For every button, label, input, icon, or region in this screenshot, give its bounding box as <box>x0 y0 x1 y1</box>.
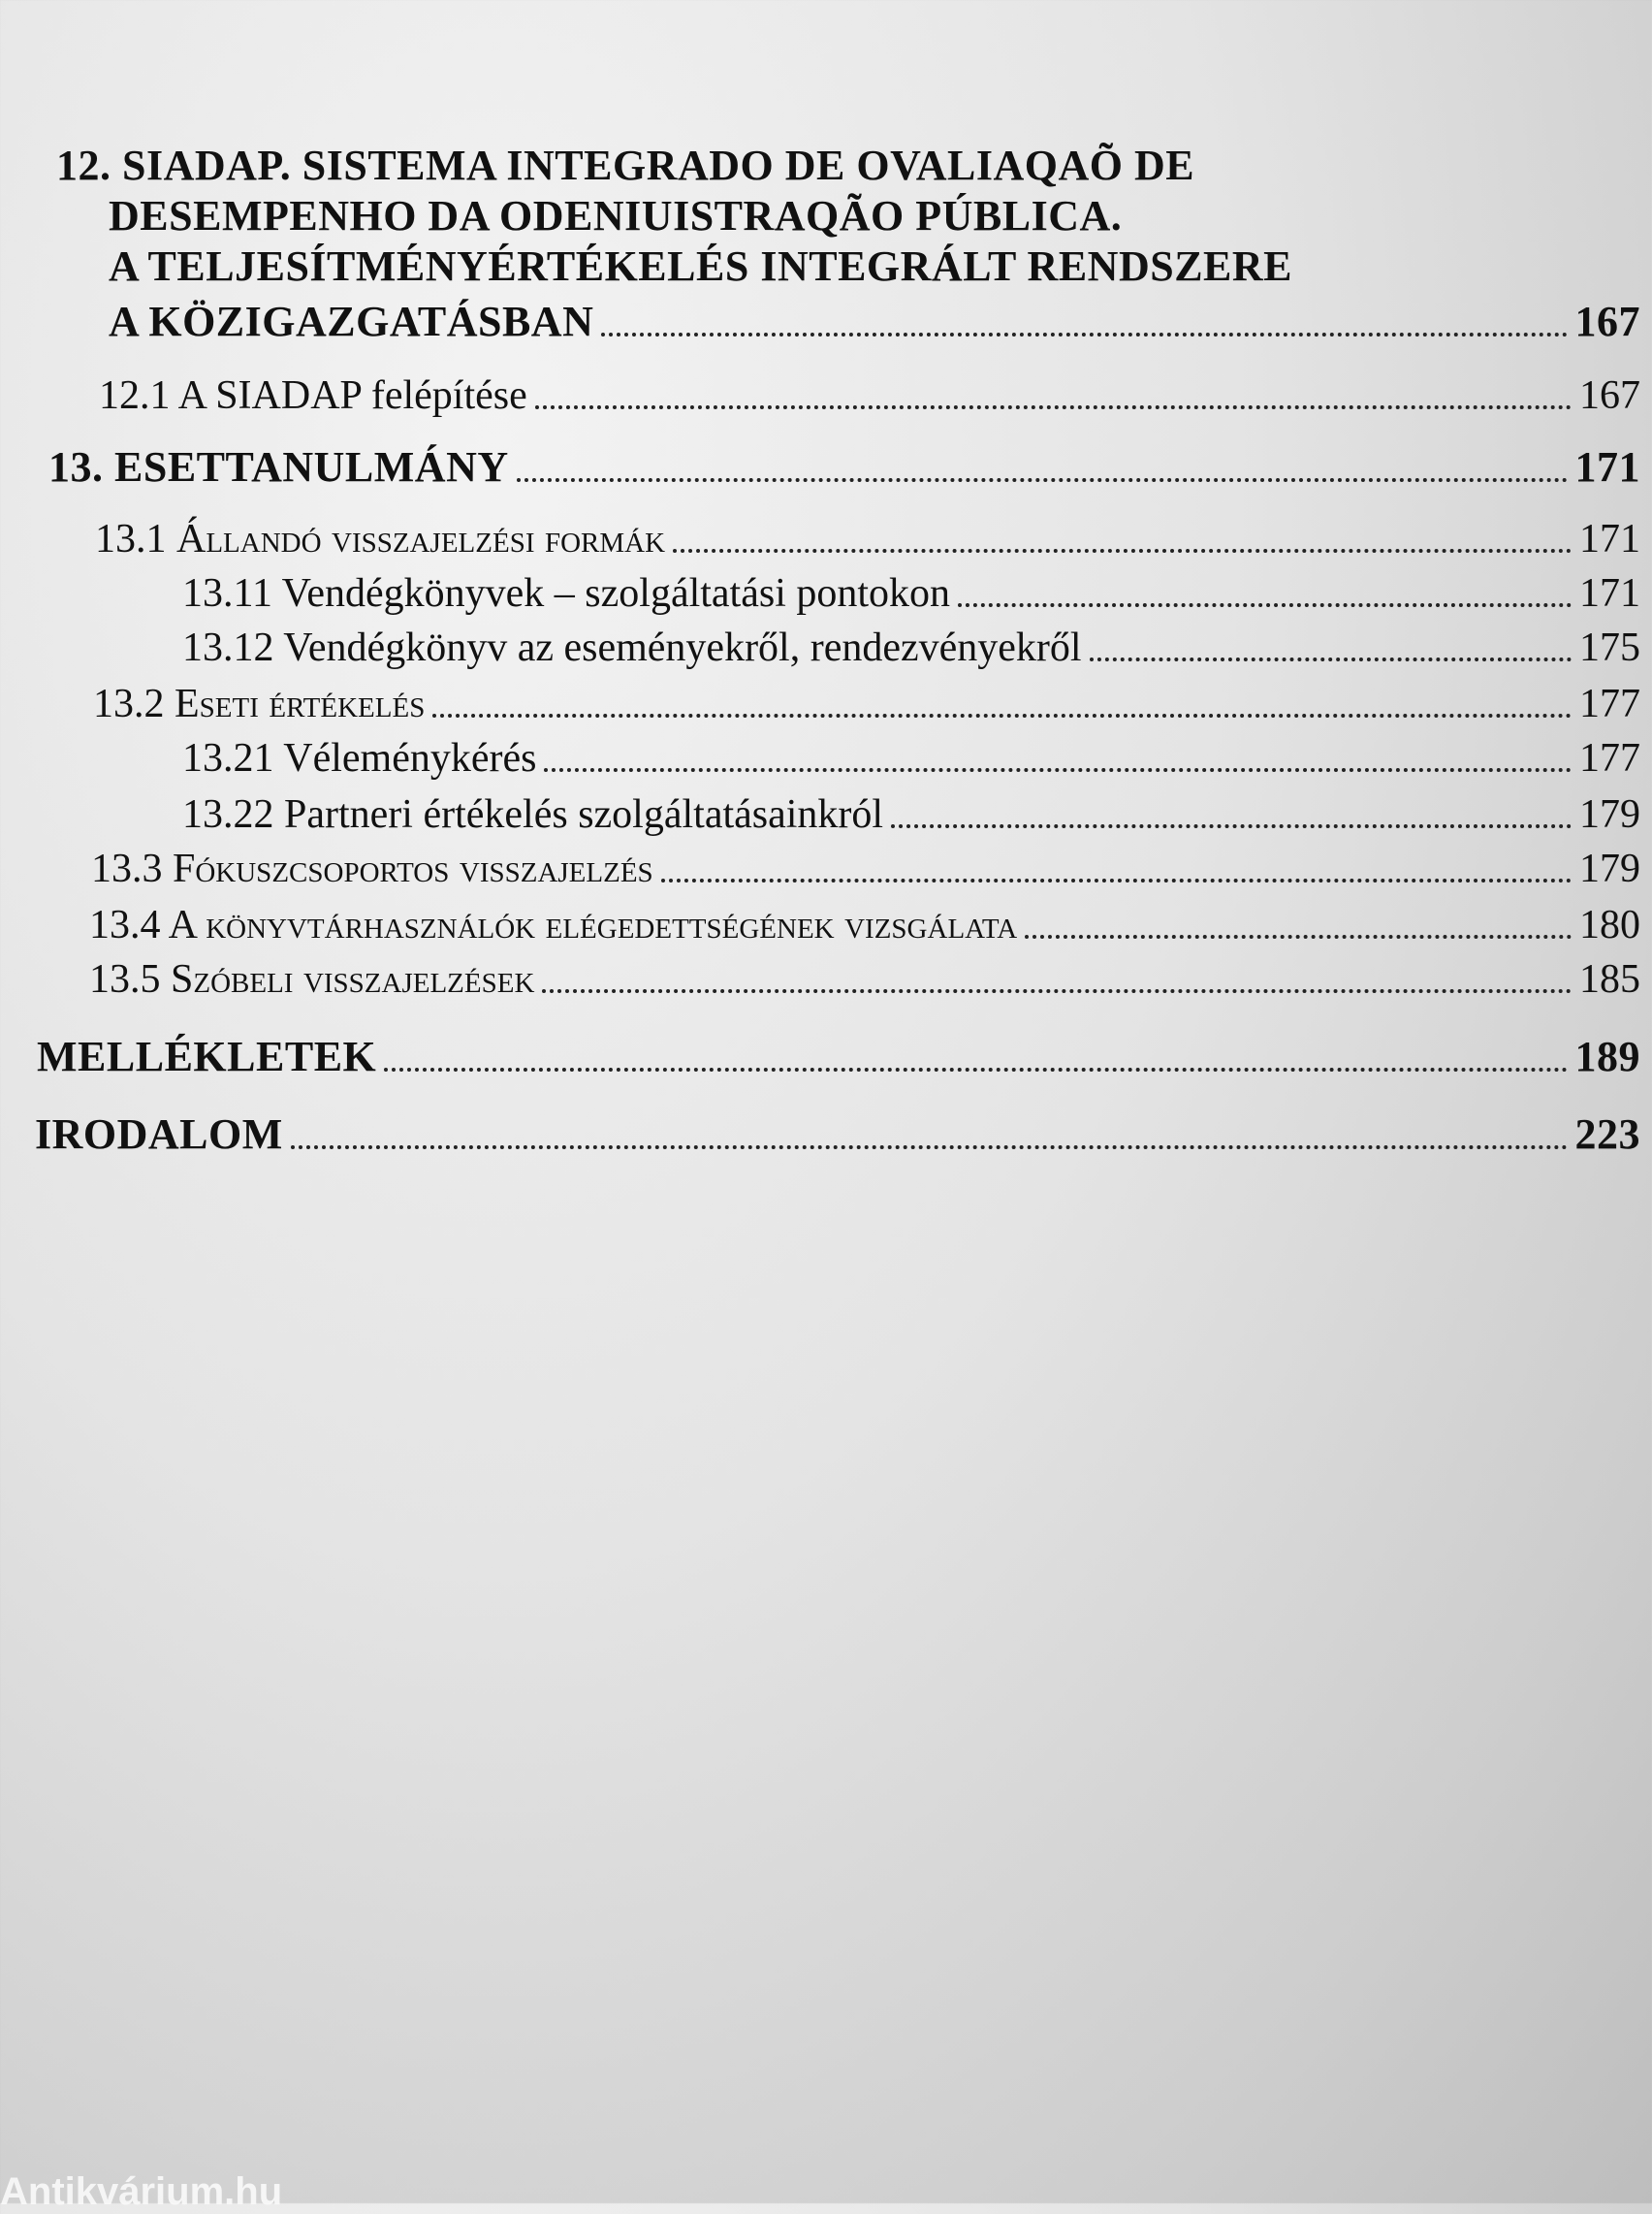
toc-entry-13-1[interactable] <box>95 516 1640 562</box>
toc-entry-13-3[interactable] <box>91 846 1640 892</box>
toc-page-number: 179 <box>1579 847 1640 891</box>
chapter-12-line-1: 12. SIADAP. SISTEMA INTEGRADO DE OVALIAQAÕ DE <box>56 142 1195 189</box>
toc-entry-title: 13.21 Véleménykérés <box>182 736 537 781</box>
toc-entry-irodalom[interactable] <box>35 1109 1640 1159</box>
toc-page-number: 223 <box>1574 1110 1640 1158</box>
toc-page-number: 167 <box>1579 373 1640 418</box>
dot-leader <box>517 474 1568 482</box>
toc-entry-title: 13.3 Fókuszcsoportos visszajelzés <box>91 847 653 891</box>
toc-page-number: 179 <box>1579 792 1640 837</box>
toc-entry-title: MELLÉKLETEK <box>37 1033 377 1080</box>
toc-entry-13-5[interactable] <box>89 956 1640 1003</box>
dot-leader <box>1090 654 1572 661</box>
dot-leader <box>384 1064 1567 1072</box>
toc-page-number: 185 <box>1579 957 1640 1002</box>
toc-entry-mellekletek[interactable] <box>37 1032 1640 1081</box>
toc-entry-title: 13.4 A könyvtárhasználók elégedettségének vizsgálata <box>89 903 1018 947</box>
toc-entry-title: 13.12 Vendégkönyv az eseményekről, rendezvényekről <box>182 626 1082 670</box>
toc-entry-title: 13.1 Állandó visszajelzési formák <box>95 517 666 562</box>
toc-entry-title: A KÖZIGAZGATÁSBAN <box>109 298 594 345</box>
toc-entry-title: 13.2 Eseti értékelés <box>93 682 426 726</box>
dot-leader <box>1025 931 1572 939</box>
dot-leader <box>673 545 1572 553</box>
toc-page-number: 171 <box>1574 443 1640 491</box>
toc-entry-13-4[interactable] <box>89 902 1640 948</box>
toc-entry-title: 13.5 Szóbeli visszajelzések <box>89 957 535 1002</box>
toc-entry-13-11[interactable] <box>182 570 1640 617</box>
toc-entry-chapter-13[interactable] <box>48 442 1640 492</box>
dot-leader <box>432 710 1572 718</box>
toc-entry-13-2[interactable] <box>93 681 1640 727</box>
toc-entry-title: 13.22 Partneri értékelés szolgáltatásainkról <box>182 792 884 837</box>
toc-entry-title: 12.1 A SIADAP felépítése <box>99 373 527 418</box>
toc-page-number: 171 <box>1579 571 1640 616</box>
toc-page-number: 180 <box>1579 903 1640 947</box>
toc-entry-13-21[interactable] <box>182 735 1640 782</box>
toc-page-number: 177 <box>1579 736 1640 781</box>
toc-page-number: 189 <box>1574 1033 1640 1080</box>
dot-leader <box>291 1141 1568 1149</box>
dot-leader <box>958 599 1572 607</box>
dot-leader <box>601 329 1567 337</box>
toc-entry-13-22[interactable] <box>182 791 1640 838</box>
dot-leader <box>535 401 1572 409</box>
toc-page-number: 175 <box>1579 626 1640 670</box>
toc-page-number: 167 <box>1574 298 1640 345</box>
chapter-12-line-2: DESEMPENHO DA ODENIUISTRAQÃO PÚBLICA. <box>109 192 1123 240</box>
toc-page-number: 177 <box>1579 682 1640 726</box>
toc-entry-title: 13.11 Vendégkönyvek – szolgáltatási pontokon <box>182 571 951 616</box>
dot-leader <box>542 985 1572 993</box>
toc-entry-12-1[interactable] <box>99 372 1640 419</box>
toc-entry-13-12[interactable] <box>182 625 1640 671</box>
chapter-12-line-3: A TELJESÍTMÉNYÉRTÉKELÉS INTEGRÁLT RENDSZERE <box>109 242 1293 290</box>
toc-entry-chapter-12[interactable] <box>109 297 1640 346</box>
watermark-logo: Antikvárium.hu <box>0 2170 283 2213</box>
dot-leader <box>891 820 1572 828</box>
dot-leader <box>661 875 1572 882</box>
toc-entry-title: 13. ESETTANULMÁNY <box>48 443 509 491</box>
toc-entry-title: IRODALOM <box>35 1110 283 1158</box>
toc-page-number: 171 <box>1579 517 1640 562</box>
dot-leader <box>544 764 1572 772</box>
